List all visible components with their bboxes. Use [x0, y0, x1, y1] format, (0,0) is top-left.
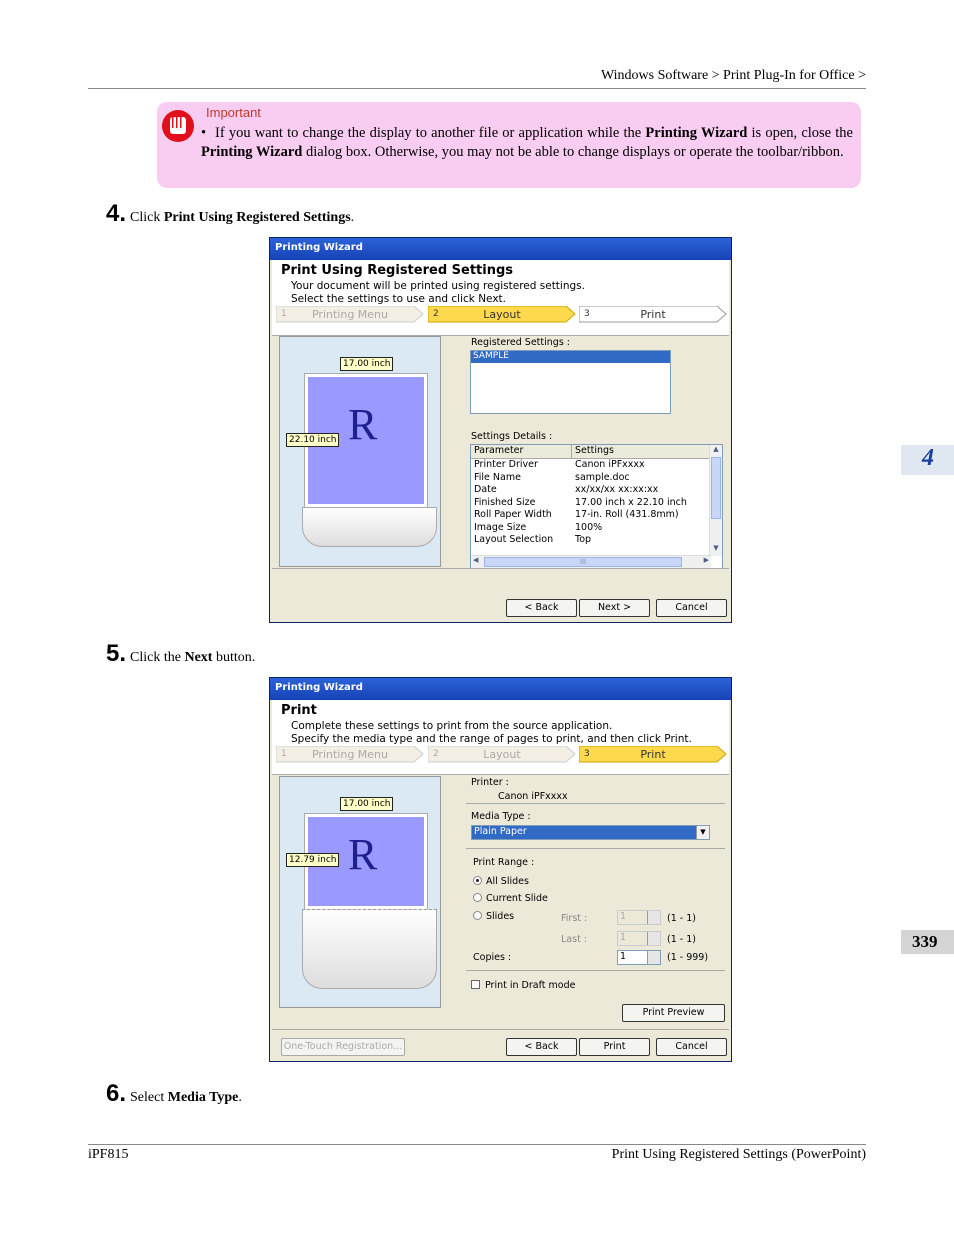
footer-section-title: Print Using Registered Settings (PowerPoint) [611, 1147, 866, 1162]
step-5 [106, 640, 255, 668]
wizard-subtitle-2: Specify the media type and the range of pages to print, and then click Print. [291, 733, 692, 745]
step-4 [106, 200, 354, 228]
chapter-tab [901, 445, 954, 475]
dialog-separator [272, 1029, 729, 1030]
step-number: 4. [106, 200, 127, 227]
step-text: Click the Next button. [130, 650, 256, 665]
table-row [471, 472, 722, 485]
crumb-layout: 2 Layout [428, 306, 576, 323]
table-row [471, 534, 722, 547]
row-parameter: Layout Selection [474, 534, 554, 545]
printing-wizard-dialog-2 [269, 677, 732, 1062]
printer-label: Printer : [471, 777, 509, 788]
row-parameter: Image Size [474, 521, 527, 533]
row-setting: Top [575, 534, 592, 545]
row-setting: 100% [575, 521, 603, 533]
horizontal-scrollbar[interactable] [471, 555, 711, 568]
registered-item-sample[interactable]: SAMPLE [471, 351, 670, 363]
height-tag: 12.79 inch [286, 853, 339, 867]
crumb-print: 3 Print [579, 746, 727, 763]
wizard-subtitle-1: Your document will be printed using registered settings. [291, 280, 585, 292]
width-tag: 17.00 inch [340, 357, 393, 371]
col-parameter[interactable]: Parameter [471, 445, 572, 458]
important-text: • If you want to change the display to another file or application while the Printing Wizard is open, close the Printing Wizard dialog box. Otherwise, you may not be able to change displays or operate the toolbar/ribbon. [201, 125, 853, 160]
dialog-separator [272, 568, 729, 569]
wizard-heading: Print Using Registered Settings [281, 263, 514, 278]
first-spinner[interactable]: 1 [617, 910, 661, 925]
row-setting: sample.doc [575, 471, 630, 483]
scroll-left-icon[interactable]: ◀ [473, 556, 479, 564]
registered-settings-label: Registered Settings : [471, 337, 570, 348]
row-parameter: Printer Driver [474, 459, 538, 470]
hscroll-thumb[interactable]: III [484, 557, 682, 567]
media-type-value: Plain Paper [474, 826, 527, 837]
cancel-button[interactable]: Cancel [656, 599, 727, 617]
crumb-printing-menu: 1 Printing Menu [276, 306, 424, 323]
section-divider [466, 848, 725, 849]
row-setting: 17-in. Roll (431.8mm) [575, 509, 679, 520]
settings-details-label: Settings Details : [471, 431, 553, 442]
scroll-down-icon[interactable]: ▼ [713, 544, 719, 552]
page-number-tab [901, 930, 954, 954]
radio-on-icon[interactable] [473, 876, 482, 885]
table-row [471, 459, 722, 472]
table-header [471, 445, 722, 459]
section-divider [466, 970, 725, 971]
back-button[interactable]: < Back [506, 599, 577, 617]
footer-divider [88, 1144, 866, 1145]
first-label: First : [561, 913, 588, 924]
copies-spinner[interactable]: 1 [617, 950, 661, 965]
row-parameter: File Name [474, 471, 521, 483]
table-row [471, 509, 722, 522]
scroll-right-icon[interactable]: ▶ [703, 556, 709, 564]
radio-off-icon[interactable] [473, 893, 482, 902]
step-text: Select Media Type. [130, 1090, 242, 1105]
chapter-number: 4 [922, 445, 934, 471]
last-label: Last : [561, 934, 588, 945]
footer-model: iPF815 [88, 1147, 129, 1162]
wizard-subtitle-1: Complete these settings to print from the source application. [291, 720, 613, 732]
printer-value: Canon iPFxxxx [498, 791, 568, 802]
table-row [471, 484, 722, 497]
width-tag: 17.00 inch [340, 797, 393, 811]
one-touch-registration-button[interactable]: One-Touch Registration... [281, 1038, 405, 1056]
print-preview-button[interactable]: Print Preview [622, 1004, 725, 1022]
chevron-down-icon[interactable]: ▼ [696, 826, 709, 839]
next-button[interactable]: Next > [579, 599, 650, 617]
radio-all-slides[interactable]: All Slides [473, 876, 529, 887]
last-spinner[interactable]: 1 [617, 931, 661, 946]
roll-paper [302, 507, 437, 547]
table-body [471, 459, 722, 547]
last-range: (1 - 1) [667, 934, 696, 945]
cancel-button[interactable]: Cancel [656, 1038, 727, 1056]
dialog-titlebar: Printing Wizard [270, 678, 731, 700]
dialog-titlebar: Printing Wizard [270, 238, 731, 260]
wizard-heading: Print [281, 703, 317, 718]
row-parameter: Date [474, 484, 497, 495]
settings-details-table [470, 444, 723, 569]
preview-image: R [308, 377, 424, 504]
copies-range: (1 - 999) [667, 952, 709, 963]
back-button[interactable]: < Back [506, 1038, 577, 1056]
height-tag: 22.10 inch [286, 433, 339, 447]
table-row [471, 497, 722, 510]
media-type-label: Media Type : [471, 811, 531, 822]
row-setting: 17.00 inch x 22.10 inch [575, 496, 687, 508]
step-6 [106, 1080, 242, 1108]
table-row [471, 522, 722, 535]
media-type-select[interactable] [471, 825, 710, 840]
page-number: 339 [912, 932, 938, 951]
registered-settings-list[interactable] [470, 350, 671, 414]
step-number: 5. [106, 640, 127, 667]
section-divider [466, 803, 725, 804]
draft-mode-checkbox[interactable]: Print in Draft mode [471, 980, 575, 991]
header-divider [88, 88, 866, 89]
layout-preview [279, 776, 441, 1008]
radio-current-slide[interactable]: Current Slide [473, 893, 548, 904]
roll-paper [302, 909, 437, 989]
important-label: Important [206, 105, 261, 120]
scroll-up-icon[interactable]: ▲ [713, 445, 719, 453]
wizard-subtitle-2: Select the settings to use and click Next. [291, 293, 506, 305]
radio-slides[interactable]: Slides [473, 911, 514, 922]
step-text: Click Print Using Registered Settings. [130, 210, 355, 225]
scroll-thumb[interactable] [711, 457, 721, 519]
row-parameter: Finished Size [474, 496, 536, 508]
printing-wizard-dialog-1 [269, 237, 732, 623]
wizard-header [272, 700, 729, 775]
copies-label: Copies : [473, 952, 512, 963]
header-breadcrumb: Windows Software > Print Plug-In for Office > [601, 68, 866, 83]
important-hand-icon [161, 109, 195, 143]
crumb-print: 3 Print [579, 306, 727, 323]
crumb-printing-menu: 1 Printing Menu [276, 746, 424, 763]
preview-image: R [308, 817, 424, 906]
row-parameter: Roll Paper Width [474, 509, 552, 520]
first-range: (1 - 1) [667, 913, 696, 924]
col-settings[interactable]: Settings [575, 445, 614, 456]
checkbox-icon[interactable] [471, 980, 480, 989]
row-setting: xx/xx/xx xx:xx:xx [575, 484, 659, 495]
vertical-scrollbar[interactable] [709, 445, 722, 556]
print-button[interactable]: Print [579, 1038, 650, 1056]
crumb-layout: 2 Layout [428, 746, 576, 763]
layout-preview [279, 336, 441, 567]
radio-off-icon[interactable] [473, 911, 482, 920]
print-range-label: Print Range : [473, 857, 535, 868]
wizard-header [272, 260, 729, 336]
step-number: 6. [106, 1080, 127, 1107]
row-setting: Canon iPFxxxx [575, 459, 645, 470]
